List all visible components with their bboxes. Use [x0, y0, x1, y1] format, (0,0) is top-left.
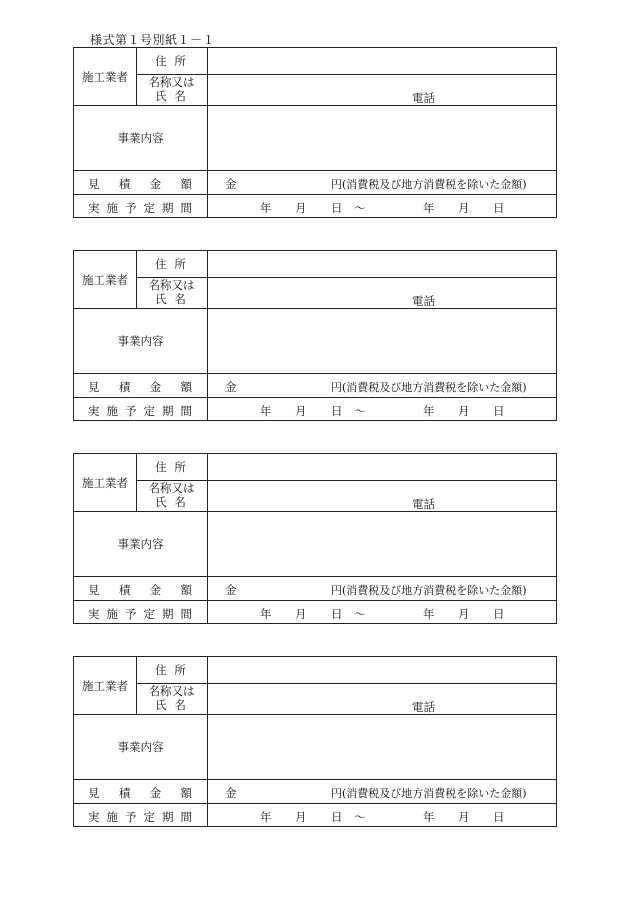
address-label: 住 所 [155, 257, 188, 271]
end-month: 月 [458, 404, 470, 418]
start-month: 月 [295, 810, 307, 824]
start-year: 年 [260, 810, 272, 824]
currency-prefix: 金 [225, 380, 237, 394]
end-day: 日 [493, 810, 505, 824]
end-month: 月 [458, 607, 470, 621]
phone-label: 電話 [412, 91, 435, 105]
form-block-2 [73, 250, 557, 421]
name-field[interactable] [208, 278, 557, 308]
name-field[interactable] [208, 684, 557, 714]
content-label: 事業内容 [117, 334, 164, 348]
estimate-label: 見 積 金 額 [88, 380, 192, 394]
end-year: 年 [423, 201, 435, 215]
form-block-1 [73, 47, 557, 218]
range-tilde: ～ [354, 201, 366, 215]
amount-field[interactable] [242, 780, 330, 803]
content-label: 事業内容 [117, 537, 164, 551]
address-field[interactable] [208, 251, 557, 277]
end-year: 年 [423, 404, 435, 418]
start-day: 日 [331, 201, 343, 215]
start-year: 年 [260, 404, 272, 418]
phone-label: 電話 [412, 497, 435, 511]
estimate-label: 見 積 金 額 [88, 786, 192, 800]
form-block-4 [73, 656, 557, 827]
address-label: 住 所 [155, 663, 188, 677]
amount-field[interactable] [242, 171, 330, 194]
start-day: 日 [331, 810, 343, 824]
range-tilde: ～ [354, 404, 366, 418]
range-tilde: ～ [354, 607, 366, 621]
currency-prefix: 金 [225, 583, 237, 597]
period-label: 実 施 予 定 期 間 [88, 404, 192, 418]
contractor-label: 施工業者 [82, 678, 128, 693]
form-block-3 [73, 453, 557, 624]
end-year: 年 [423, 810, 435, 824]
amount-field[interactable] [242, 374, 330, 397]
address-field[interactable] [208, 454, 557, 480]
range-tilde: ～ [354, 810, 366, 824]
end-month: 月 [458, 810, 470, 824]
currency-suffix: 円(消費税及び地方消費税を除いた金額) [331, 381, 527, 394]
name-label: 名称又は 氏 名 [148, 75, 195, 103]
content-field[interactable] [208, 309, 557, 373]
start-month: 月 [295, 404, 307, 418]
end-year: 年 [423, 607, 435, 621]
end-day: 日 [493, 607, 505, 621]
start-day: 日 [331, 404, 343, 418]
currency-prefix: 金 [225, 786, 237, 800]
content-label: 事業内容 [117, 131, 164, 145]
currency-suffix: 円(消費税及び地方消費税を除いた金額) [331, 178, 527, 191]
address-label: 住 所 [155, 54, 188, 68]
name-field[interactable] [208, 75, 557, 105]
start-month: 月 [295, 607, 307, 621]
start-month: 月 [295, 201, 307, 215]
end-month: 月 [458, 201, 470, 215]
currency-suffix: 円(消費税及び地方消費税を除いた金額) [331, 584, 527, 597]
end-day: 日 [493, 201, 505, 215]
content-field[interactable] [208, 512, 557, 576]
phone-label: 電話 [412, 294, 435, 308]
currency-suffix: 円(消費税及び地方消費税を除いた金額) [331, 787, 527, 800]
address-field[interactable] [208, 657, 557, 683]
period-label: 実 施 予 定 期 間 [88, 607, 192, 621]
content-field[interactable] [208, 715, 557, 779]
name-label: 名称又は 氏 名 [148, 481, 195, 509]
start-day: 日 [331, 607, 343, 621]
content-field[interactable] [208, 106, 557, 170]
phone-label: 電話 [412, 700, 435, 714]
content-label: 事業内容 [117, 740, 164, 754]
end-day: 日 [493, 404, 505, 418]
period-label: 実 施 予 定 期 間 [88, 201, 192, 215]
name-label: 名称又は 氏 名 [148, 278, 195, 306]
contractor-label: 施工業者 [82, 69, 128, 84]
name-label: 名称又は 氏 名 [148, 684, 195, 712]
contractor-label: 施工業者 [82, 475, 128, 490]
amount-field[interactable] [242, 577, 330, 600]
address-label: 住 所 [155, 460, 188, 474]
form-id: 様式第１号別紙１－１ [90, 33, 216, 47]
estimate-label: 見 積 金 額 [88, 583, 192, 597]
contractor-label: 施工業者 [82, 272, 128, 287]
start-year: 年 [260, 607, 272, 621]
name-field[interactable] [208, 481, 557, 511]
estimate-label: 見 積 金 額 [88, 177, 192, 191]
address-field[interactable] [208, 48, 557, 74]
currency-prefix: 金 [225, 177, 237, 191]
period-label: 実 施 予 定 期 間 [88, 810, 192, 824]
start-year: 年 [260, 201, 272, 215]
